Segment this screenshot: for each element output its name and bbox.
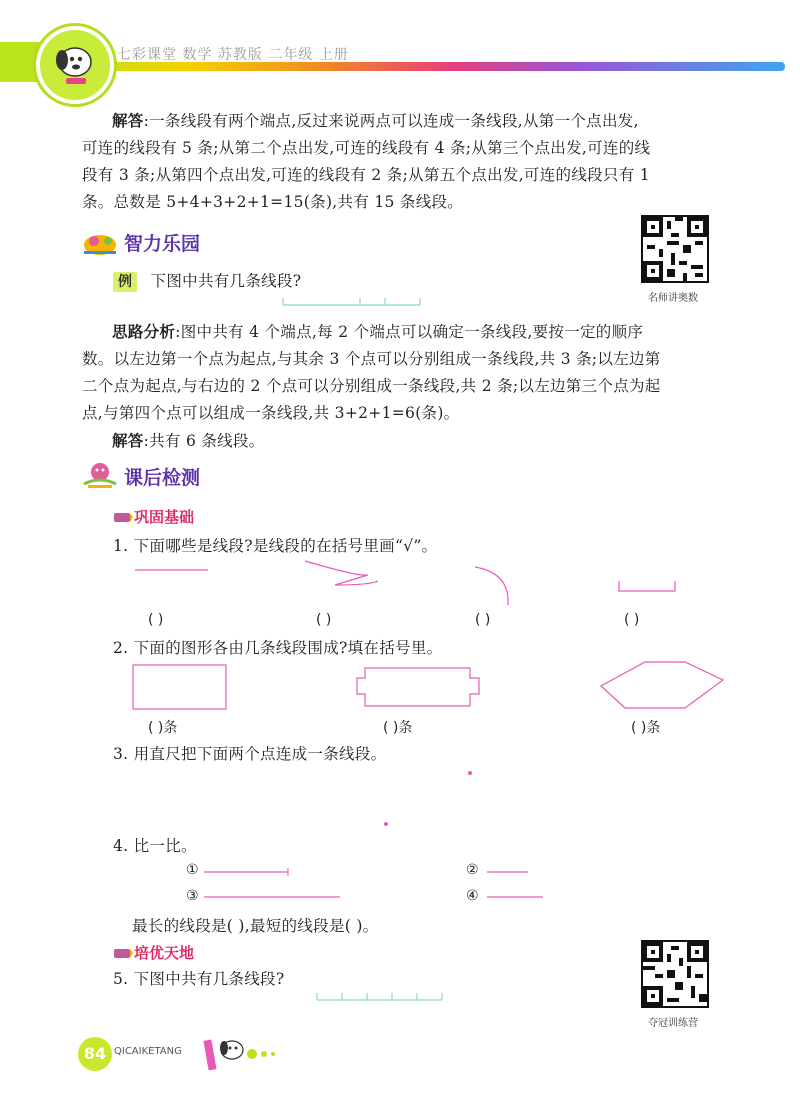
answer-paragraph — [82, 107, 752, 216]
example-segment-figure — [280, 295, 425, 309]
q1-paren-1[interactable]: ( ) — [148, 612, 164, 628]
page-number: 84 — [78, 1037, 112, 1071]
q2-figure-pentagon — [601, 662, 723, 708]
question-1: 1. 下面哪些是线段?是线段的在括号里画“√”。 — [113, 537, 438, 555]
qr-caption-mingshi: 名师讲奥数 — [648, 293, 698, 304]
subtitle-advanced: 培优天地 — [134, 944, 195, 962]
qr-code-mingshi[interactable] — [641, 215, 709, 283]
footer-mascot-icon — [200, 1028, 290, 1082]
analysis-line-1: :图中共有 4 个端点,每 2 个端点可以确定一条线段,要按一定的顺序 — [175, 323, 644, 341]
example-line — [113, 268, 301, 295]
answer-line-3: 段有 3 条;从第四个点出发,可连的线段有 2 条;从第五个点出发,可连的线段只有 1 — [82, 166, 650, 184]
analysis-line-3: 二个点为起点,与右边的 2 个点可以分别组成一条线段,共 2 条;以左边第三个点为起 — [82, 377, 661, 395]
answer-line-2: 可连的线段有 5 条;从第二个点出发,可连的线段有 4 条;从第三个点出发,可连的线 — [82, 139, 651, 157]
answer-line-1: :一条线段有两个端点,反过来说两点可以连成一条线段,从第一个点出发, — [143, 112, 639, 130]
q4-label-1: ① — [186, 862, 199, 878]
example-text: 下图中共有几条线段? — [150, 272, 302, 290]
q2-paren-3[interactable]: ( )条 — [631, 720, 661, 736]
q2-figure-rectangle — [133, 665, 226, 709]
q1-paren-3[interactable]: ( ) — [475, 612, 491, 628]
q1-figure-zigzag — [305, 561, 378, 585]
test-icon — [80, 458, 120, 494]
answer-line-4: 条。总数是 5+4+3+2+1=15(条),共有 15 条线段。 — [82, 193, 464, 211]
analysis-line-4: 点,与第四个点可以组成一条线段,共 3+2+1=6(条)。 — [82, 404, 460, 422]
analysis-line-2: 数。以左边第一个点为起点,与其余 3 个点可以分别组成一条线段,共 3 条;以左边第 — [82, 350, 661, 368]
q1-figure-arc — [475, 567, 508, 605]
q2-paren-1[interactable]: ( )条 — [148, 720, 178, 736]
puzzle-icon — [80, 227, 120, 261]
analysis-paragraph — [82, 318, 752, 455]
q2-paren-2[interactable]: ( )条 — [383, 720, 413, 736]
q1-paren-4[interactable]: ( ) — [624, 612, 640, 628]
q4-segments — [200, 866, 600, 902]
q1-figures — [130, 555, 690, 610]
analysis-label: 思路分析 — [112, 322, 176, 341]
subtitle-basic: 巩固基础 — [134, 508, 195, 526]
answer2-text: :共有 6 条线段。 — [143, 432, 265, 450]
section-title-kehou: 课后检测 — [124, 467, 201, 489]
q3-point-2[interactable] — [384, 822, 388, 826]
q2-figures — [125, 660, 725, 716]
question-3: 3. 用直尺把下面两个点连成一条线段。 — [113, 745, 387, 763]
q2-figure-notched-shape — [357, 668, 479, 706]
example-badge: 例 — [113, 272, 137, 292]
pencil-icon-2 — [113, 945, 133, 964]
question-4: 4. 比一比。 — [113, 837, 197, 855]
q4-label-4: ④ — [466, 888, 479, 904]
q3-point-1[interactable] — [468, 771, 472, 775]
question-2: 2. 下面的图形各由几条线段围成?填在括号里。 — [113, 639, 443, 657]
q4-label-2: ② — [466, 862, 479, 878]
q1-paren-2[interactable]: ( ) — [316, 612, 332, 628]
answer2-label: 解答 — [112, 431, 144, 450]
q1-figure-bracket — [619, 581, 675, 591]
question-5: 5. 下图中共有几条线段? — [113, 970, 285, 988]
q4-label-3: ③ — [186, 888, 199, 904]
answer-label: 解答 — [112, 111, 144, 130]
q5-segment-figure — [315, 990, 445, 1004]
mascot-dog-logo — [36, 26, 114, 104]
footer-brand: QICAIKETANG — [114, 1046, 182, 1057]
q4-answer-line: 最长的线段是( ),最短的线段是( )。 — [132, 917, 379, 935]
section-title-zhili: 智力乐园 — [124, 233, 201, 255]
qr-code-duoguan[interactable] — [641, 940, 709, 1008]
header-title: 七彩课堂 数学 苏教版 二年级 上册 — [117, 47, 349, 63]
qr-caption-duoguan: 夺冠训练营 — [648, 1018, 698, 1029]
pencil-icon — [113, 509, 133, 528]
